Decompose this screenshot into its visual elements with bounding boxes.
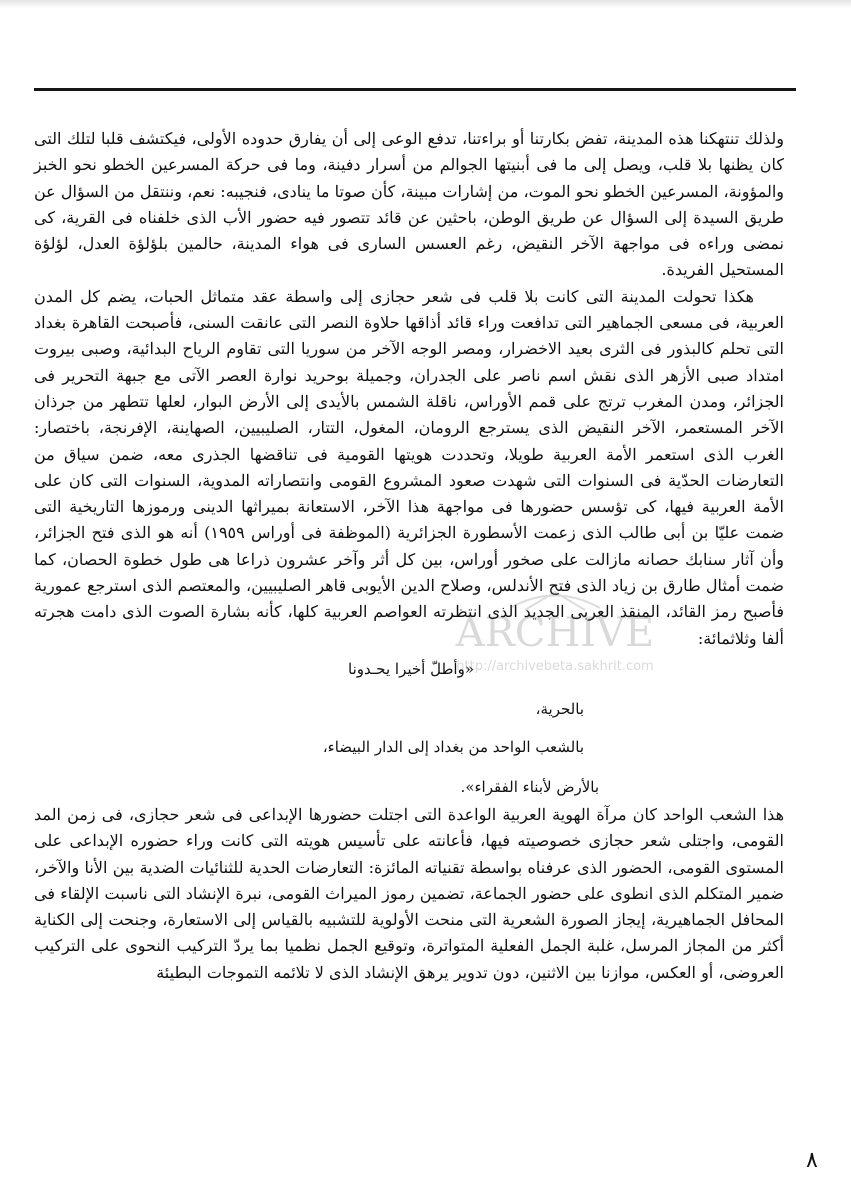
poem-line-1: «وأطلّ أخيرا يحـدونا [348, 659, 474, 678]
header-rule [34, 88, 796, 91]
scan-edge [0, 0, 851, 8]
page-number: ٨ [806, 1148, 818, 1173]
paragraph-3: هذا الشعب الواحد كان مرآة الهوية العربية الواعدة التى اجتلت حضورها الإبداعى فى شعر حجازى، فى زمن المد القومى، واجتلى شعر حجازى خصوصيته فيها، فأعانته على تأسيس هويته التى كانت وراء حضوره الإبداعى على المستوى القومى، الحضور الذى عرفناه بواسطة تقنياته المائزة: التعارضات الحدية للثنائيات الضدية بين الأنا والآخر، ضمير المتكلم الذى انطوى على حضور الجماعة، تضمين رموز الميراث القومى، نبرة الإنشاد التى ناسبت الإلقاء فى المحافل الجماهيرية، إيجاز الصورة الشعرية التى منحت الأولوية للتشبيه بالقياس إلى الاستعارة، وجنحت إلى الكناية أكثر من المجاز المرسل، غلبة الجمل الفعلية المتواترة، وتوقيع الجمل نظميا بما يردّ التركيب النحوى على التركيب العروضى، أو العكس، موازنا بين الاثنين، دون تدوير يرهق الإنشاد الذى لا تلائمه التموجات البطيئة [34, 804, 785, 982]
poem-line-2: بالحرية، [535, 699, 584, 718]
paragraph-2: هكذا تحولت المدينة التى كانت بلا قلب فى شعر حجازى إلى واسطة عقد متماثل الحبات، يضم كل المدن العربية، فى مسعى الجماهير التى تدافعت وراء قائد أذاقها حلاوة النصر التى عانقت السنى، فأصبحت القاهرة بغداد التى تحلم كالبذور فى الثرى بعيد الاخضرار، ومصر الوجه الآخر من سوريا التى تقاوم الرياح البدائية، وصبى بيروت امتداد صبى الأزهر الذى نقش اسم ناصر على الجدران، وجميلة بوحريد نوارة العصر الآتى مع جبهة التحرير فى الجزائر، ومدن المغرب ترتج على قمم الأوراس، ناقلة الشمس بالأيدى إلى الأرض البوار، لعلها تتطهر من جرذان الآخر المستعمر، الآخر النقيض الذى يسترجع الرومان، المغول، التتار، الصليبيين، الصهاينة، الإفرنجة، باختصار: الغرب الذى استعمر الأمة العربية طويلا، وتحددت هويتها القومية فى تناقضها الجذرى معه، ضمن سياق من التعارضات الحدّية فى السنوات التى شهدت صعود المشروع القومى وانتصاراته المدوية، السنوات التى كان على الأمة العربية فيها، كى تؤسس حضورها فى مواجهة هذا الآخر، الاستعانة بميراثها الدينى ورموزها التاريخية التى ضمت عليّا بن أبى طالب الذى زعمت الأسطورة الجزائرية (الموظفة فى أوراس ١٩٥٩) أنه هو الذى فتح الجزائر، وأن آثار سنابك حصانه مازالت على صخور أوراس، بين كل أثر وآخر عشرون ذراعا هى طول خطوة الحصان، كما ضمت أمثال طارق بن زياد الذى فتح الأندلس، وصلاح الدين الأيوبى قاهر الصليبيين، والمعتصم الذى استرجع عمورية فأصبح رمز القائد، المنقذ العربى الجديد الذى انتظرته العواصم العربية كلها، كأنه بشارة الصوت الذى دامت هجرته ألفا وثلاثمائة: [34, 286, 785, 648]
poem-line-3: بالشعب الواحد من بغداد إلى الدار البيضاء، [322, 737, 584, 756]
body-text [34, 126, 784, 986]
poem-line-4: بالأرض لأبناء الفقراء». [460, 777, 599, 796]
watermark-url: http://archivebeta.sakhrit.com [456, 659, 654, 674]
watermark-title: ARCHIVE [455, 610, 655, 656]
poem-quote [34, 652, 784, 802]
paragraph-1: ولذلك تنتهكنا هذه المدينة، تفض بكارتنا أو براءتنا، تدفع الوعى إلى أن يفارق حدوده الأولى، فيكتشف قلبا لتلك التى كان يظنها بلا قلب، ويصل إلى ما فى أبنيتها الجوالم من أسرار دفينة، وما فى حركة المسرعين الخطو نحو الخبز والمؤونة، المسرعين الخطو نحو الموت، من إشارات مبينة، كأن صوتا ما ينادى، فنجيبه: نعم، وننتقل من السؤال عن طريق السيدة إلى السؤال عن طريق الوطن، باحثين عن قائد تتصور فيه حضور الأب الذى خلفناه فى القرية، كى نمضى وراءه فى مواجهة الآخر النقيض، رغم العسس السارى فى هواء المدينة، حالمين بلؤلؤة العدل، لؤلؤة المستحيل الفريدة. [34, 129, 785, 280]
